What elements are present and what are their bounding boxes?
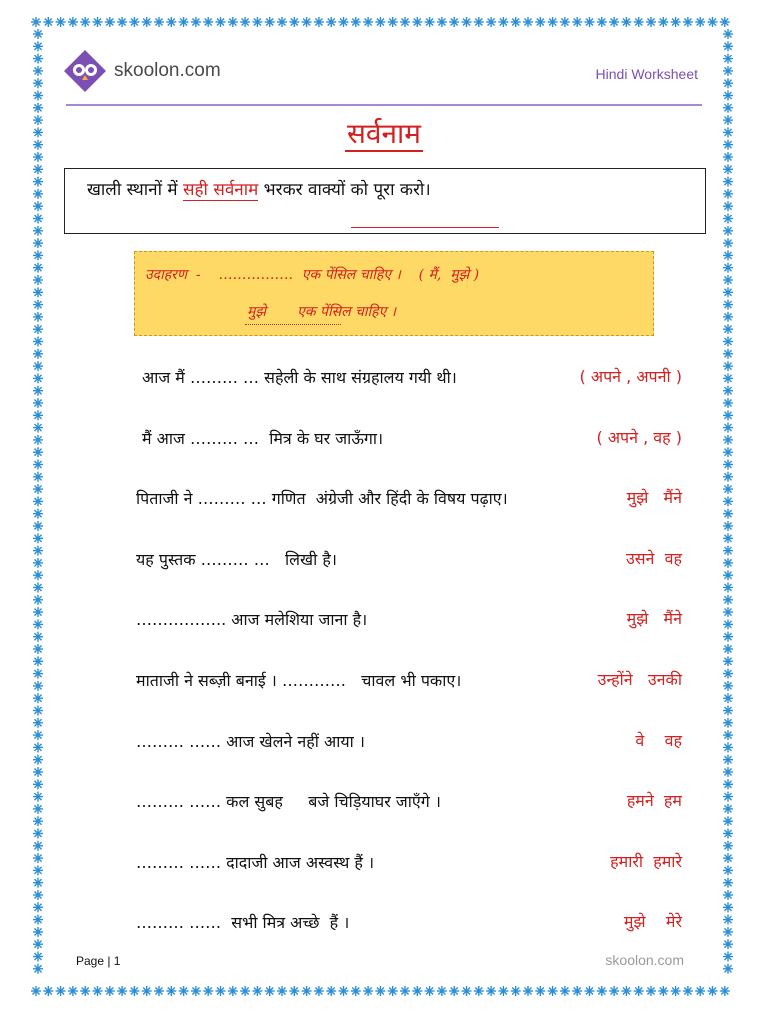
question-5-options: मुझे मैंने bbox=[626, 609, 682, 628]
question-7-options: वे वह bbox=[635, 731, 682, 750]
example-line-1: उदाहरण - ……………. एक पेंसिल चाहिए । ( मैं, मुझे ) bbox=[145, 267, 480, 283]
instruction-text bbox=[87, 177, 431, 200]
question-1: आज मैं ……… … सहेली के साथ संग्रहालय गयी थी। bbox=[142, 368, 457, 387]
instruction-box bbox=[64, 168, 706, 234]
page-title bbox=[0, 114, 768, 152]
skoolon-logo bbox=[62, 48, 221, 94]
example-answer-blank bbox=[245, 324, 341, 325]
question-9: ……… …… दादाजी आज अस्वस्थ हैं । bbox=[136, 853, 375, 872]
instruction-suffix: भरकर वाक्यों को पूरा करो। bbox=[258, 180, 431, 200]
question-1-options: ( अपने , अपनी ) bbox=[579, 367, 682, 386]
question-8-options: हमने हम bbox=[626, 791, 682, 810]
question-8: ……… …… कल सुबह बजे चिड़ियाघर जाएँगे । bbox=[136, 792, 441, 811]
footer-site: skoolon.com bbox=[605, 952, 684, 968]
question-6: माताजी ने सब्ज़ी बनाई । ………… चावल भी पकाए। bbox=[136, 671, 462, 690]
owl-logo-icon bbox=[62, 48, 108, 94]
example-box bbox=[134, 251, 654, 336]
question-10-options: मुझे मेरे bbox=[623, 912, 682, 931]
worksheet-label: Hindi Worksheet bbox=[595, 66, 698, 82]
question-3-options: मुझे मैंने bbox=[626, 488, 682, 507]
instruction-highlight: सही सर्वनाम bbox=[183, 180, 259, 200]
question-10: ……… …… सभी मित्र अच्छे हैं । bbox=[136, 913, 350, 932]
question-4-options: उसने वह bbox=[625, 549, 682, 568]
question-6-options: उन्होंने उनकी bbox=[597, 670, 682, 689]
instruction-prefix: खाली स्थानों में bbox=[87, 180, 183, 200]
example-line-2: मुझे एक पेंसिल चाहिए । bbox=[247, 304, 397, 320]
question-9-options: हमारी हमारे bbox=[610, 852, 682, 871]
question-4: यह पुस्तक ……… … लिखी है। bbox=[136, 550, 337, 569]
question-5: …………….. आज मलेशिया जाना है। bbox=[136, 610, 368, 629]
brand-name: skoolon.com bbox=[114, 60, 221, 81]
question-3: पिताजी ने ……… … गणित अंग्रेजी और हिंदी के विषय पढ़ाए। bbox=[136, 489, 508, 508]
question-2-options: ( अपने , वह ) bbox=[596, 428, 682, 447]
page-number: Page | 1 bbox=[76, 954, 121, 968]
question-2: मैं आज ……… … मित्र के घर जाऊँगा। bbox=[142, 429, 384, 448]
question-7: ……… …… आज खेलने नहीं आया । bbox=[136, 732, 365, 751]
title-text: सर्वनाम bbox=[346, 117, 422, 150]
header-divider bbox=[66, 104, 702, 106]
instruction-underline bbox=[351, 227, 499, 228]
